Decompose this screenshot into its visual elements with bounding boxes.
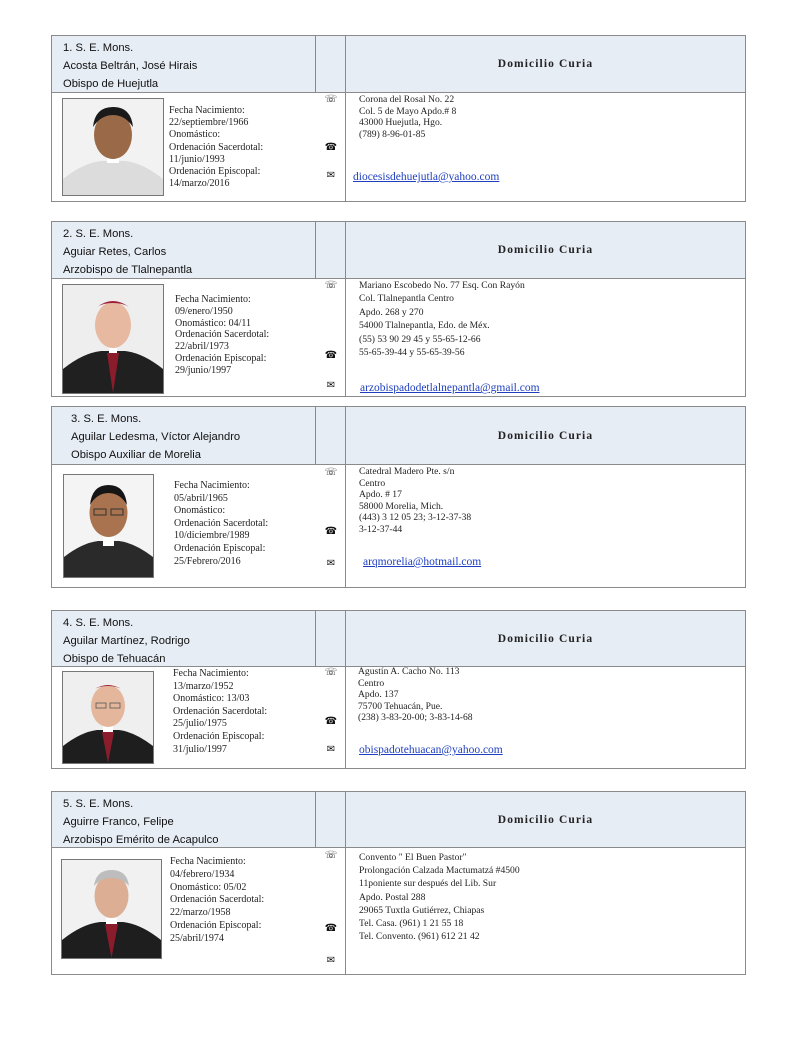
- bio-line: Ordenación Episcopal:: [174, 542, 266, 554]
- bishop-photo: [62, 98, 164, 196]
- fax-icon: ☎: [324, 716, 338, 727]
- address-line: Tel. Casa. (961) 1 21 55 18: [359, 918, 464, 930]
- bishop-name: Aguiar Retes, Carlos: [63, 246, 167, 258]
- card-header: [52, 222, 745, 279]
- bishop-name: Aguirre Franco, Felipe: [63, 816, 174, 828]
- card-body: [52, 92, 745, 201]
- address-line: 58000 Morelia, Mich.: [359, 500, 444, 512]
- bio-line: 04/febrero/1934: [170, 868, 235, 880]
- bio-line: Onomástico:: [169, 129, 221, 141]
- address-line: 43000 Huejutla, Hgo.: [359, 117, 443, 128]
- bio-line: Ordenación Sacerdotal:: [173, 705, 268, 717]
- address-line: Catedral Madero Pte. s/n: [359, 466, 455, 477]
- address-line: (443) 3 12 05 23; 3-12-37-38: [359, 512, 472, 523]
- bishop-office: Obispo Auxiliar de Morelia: [71, 449, 201, 461]
- envelope-icon: ✉: [326, 380, 336, 391]
- telephone-icon: ☏: [324, 850, 338, 861]
- address-line: Corona del Rosal No. 22: [359, 94, 455, 105]
- card-body: [52, 666, 745, 768]
- fax-icon: ☎: [324, 142, 338, 153]
- bio-block: [170, 856, 264, 946]
- icon-column: [316, 92, 346, 201]
- address-line: (238) 3-83-20-00; 3-83-14-68: [358, 712, 473, 723]
- fax-icon: ☎: [324, 526, 338, 537]
- address-block: [358, 666, 473, 724]
- icon-column: [316, 847, 346, 974]
- header-spacer: [316, 611, 346, 666]
- bio-line: Ordenación Episcopal:: [175, 352, 267, 364]
- bio-line: 31/julio/1997: [173, 743, 227, 755]
- fax-icon: ☎: [324, 350, 338, 361]
- address-line: 11poniente sur después del Lib. Sur: [359, 878, 497, 890]
- name-cell: [52, 611, 316, 666]
- bio-line: Ordenación Sacerdotal:: [169, 141, 264, 153]
- bio-block: [175, 294, 269, 377]
- address-line: 29065 Tuxtla Gutiérrez, Chiapas: [359, 904, 485, 916]
- bishop-name: Acosta Beltrán, José Hirais: [63, 60, 198, 72]
- bishop-photo: [63, 474, 154, 578]
- envelope-icon: ✉: [326, 170, 336, 181]
- bio-line: Onomástico: 05/02: [170, 881, 247, 893]
- email-link[interactable]: arzobispadodetlalnepantla@gmail.com: [360, 382, 540, 394]
- address-line: Col. Tlalnepantla Centro: [359, 293, 454, 305]
- icon-column: [316, 464, 346, 587]
- telephone-icon: ☏: [324, 94, 338, 105]
- address-line: Convento " El Buen Pastor": [359, 852, 467, 863]
- address-line: Mariano Escobedo No. 77 Esq. Con Rayón: [359, 280, 525, 291]
- address-line: Centro: [358, 677, 385, 689]
- card-header: [52, 611, 745, 667]
- bishop-office: Obispo de Huejutla: [63, 78, 159, 90]
- address-block: [359, 279, 525, 359]
- bishop-photo: [62, 284, 164, 394]
- bishop-card-1: [51, 35, 746, 202]
- icon-column: [316, 666, 346, 768]
- bishop-card-3: [51, 406, 746, 588]
- address-line: Tel. Convento. (961) 612 21 42: [359, 931, 480, 943]
- bishop-photo: [61, 859, 162, 959]
- card-header: [52, 407, 745, 465]
- envelope-icon: ✉: [326, 744, 336, 755]
- bio-block: [174, 480, 268, 568]
- card-header: [52, 36, 745, 93]
- name-cell: [52, 222, 316, 278]
- bio-line: Onomástico: 04/11: [175, 317, 252, 329]
- address-line: Centro: [359, 477, 386, 489]
- address-line: 3-12-37-44: [359, 523, 403, 535]
- domicilio-heading: Domicilio Curia: [497, 244, 594, 256]
- domicilio-heading: Domicilio Curia: [497, 632, 594, 645]
- address-line: 54000 Tlalnepantla, Edo. de Méx.: [359, 320, 490, 332]
- bio-line: Onomástico: 13/03: [173, 693, 250, 705]
- email-link[interactable]: arqmorelia@hotmail.com: [363, 556, 482, 568]
- telephone-icon: ☏: [324, 667, 338, 678]
- header-spacer: [316, 36, 346, 92]
- entry-number: 1. S. E. Mons.: [63, 42, 134, 54]
- bishop-card-5: [51, 791, 746, 975]
- bio-line: 14/marzo/2016: [169, 178, 230, 190]
- domicilio-heading: Domicilio Curia: [497, 813, 594, 826]
- bio-line: 22/abril/1973: [175, 341, 229, 353]
- address-line: Apdo. # 17: [359, 489, 402, 500]
- bishop-name: Aguilar Ledesma, Víctor Alejandro: [71, 431, 241, 443]
- bio-line: Ordenación Sacerdotal:: [170, 894, 265, 906]
- envelope-icon: ✉: [326, 955, 336, 966]
- name-cell: [52, 407, 316, 464]
- icon-column: [316, 278, 346, 396]
- bishop-card-2: [51, 221, 746, 397]
- bio-line: Fecha Nacimiento:: [175, 294, 251, 305]
- entry-number: 3. S. E. Mons.: [71, 413, 142, 425]
- card-body: [52, 278, 745, 396]
- bio-line: Ordenación Sacerdotal:: [175, 329, 270, 341]
- bio-line: 25/Febrero/2016: [174, 555, 241, 567]
- address-line: Apdo. Postal 288: [359, 891, 426, 903]
- address-line: Apdo. 137: [358, 689, 399, 700]
- envelope-icon: ✉: [326, 558, 336, 569]
- bio-line: Ordenación Episcopal:: [169, 166, 261, 178]
- bio-line: 25/abril/1974: [170, 932, 224, 944]
- bio-line: 22/septiembre/1966: [169, 117, 249, 129]
- bio-line: Fecha Nacimiento:: [173, 668, 249, 679]
- header-spacer: [316, 407, 346, 464]
- card-body: [52, 847, 745, 974]
- fax-icon: ☎: [324, 923, 338, 934]
- bio-line: Ordenación Episcopal:: [170, 919, 262, 931]
- name-cell: [52, 792, 316, 847]
- email-link[interactable]: diocesisdehuejutla@yahoo.com: [353, 171, 500, 183]
- address-block: [359, 94, 456, 140]
- bio-line: 09/enero/1950: [175, 305, 233, 317]
- entry-number: 2. S. E. Mons.: [63, 228, 134, 240]
- address-line: Prolongación Calzada Mactumatzá #4500: [359, 865, 520, 877]
- bio-line: Fecha Nacimiento:: [170, 856, 246, 867]
- telephone-icon: ☏: [324, 467, 338, 478]
- address-line: (789) 8-96-01-85: [359, 128, 426, 140]
- bio-block: [169, 105, 263, 190]
- bio-line: 29/junio/1997: [175, 364, 232, 376]
- card-body: [52, 464, 745, 587]
- address-line: Agustín A. Cacho No. 113: [358, 666, 460, 677]
- email-link[interactable]: obispadotehuacan@yahoo.com: [359, 744, 503, 756]
- address-block: [359, 466, 471, 535]
- bishop-office: Arzobispo de Tlalnepantla: [63, 264, 193, 276]
- address-line: 75700 Tehuacán, Pue.: [358, 700, 443, 712]
- address-line: Col. 5 de Mayo Apdo.# 8: [359, 105, 457, 117]
- bio-line: 22/marzo/1958: [170, 907, 231, 919]
- bishop-card-4: [51, 610, 746, 769]
- address-line: Apdo. 268 y 270: [359, 306, 424, 318]
- address-line: 55-65-39-44 y 55-65-39-56: [359, 347, 465, 359]
- bio-line: 25/julio/1975: [173, 718, 227, 730]
- telephone-icon: ☏: [324, 280, 338, 291]
- bishop-photo: [62, 671, 154, 764]
- bio-line: Fecha Nacimiento:: [169, 105, 245, 116]
- bio-line: 05/abril/1965: [174, 492, 228, 504]
- card-header: [52, 792, 745, 848]
- bio-block: [173, 668, 267, 756]
- bio-line: Fecha Nacimiento:: [174, 480, 250, 491]
- bishop-office: Obispo de Tehuacán: [63, 653, 166, 665]
- bio-line: 13/marzo/1952: [173, 680, 234, 692]
- bio-line: Ordenación Episcopal:: [173, 730, 265, 742]
- bio-line: Ordenación Sacerdotal:: [174, 517, 269, 529]
- bio-line: 10/diciembre/1989: [174, 530, 250, 542]
- entry-number: 4. S. E. Mons.: [63, 617, 134, 629]
- header-spacer: [316, 222, 346, 278]
- address-line: (55) 53 90 29 45 y 55-65-12-66: [359, 333, 481, 345]
- name-cell: [52, 36, 316, 92]
- bio-line: Onomástico:: [174, 505, 226, 517]
- bishop-office: Arzobispo Emérito de Acapulco: [63, 834, 219, 846]
- address-block: [359, 851, 520, 943]
- bio-line: 11/junio/1993: [169, 153, 225, 165]
- domicilio-heading: Domicilio Curia: [497, 429, 594, 442]
- header-spacer: [316, 792, 346, 847]
- bishop-name: Aguilar Martínez, Rodrigo: [63, 635, 190, 647]
- entry-number: 5. S. E. Mons.: [63, 798, 134, 810]
- domicilio-heading: Domicilio Curia: [497, 58, 594, 70]
